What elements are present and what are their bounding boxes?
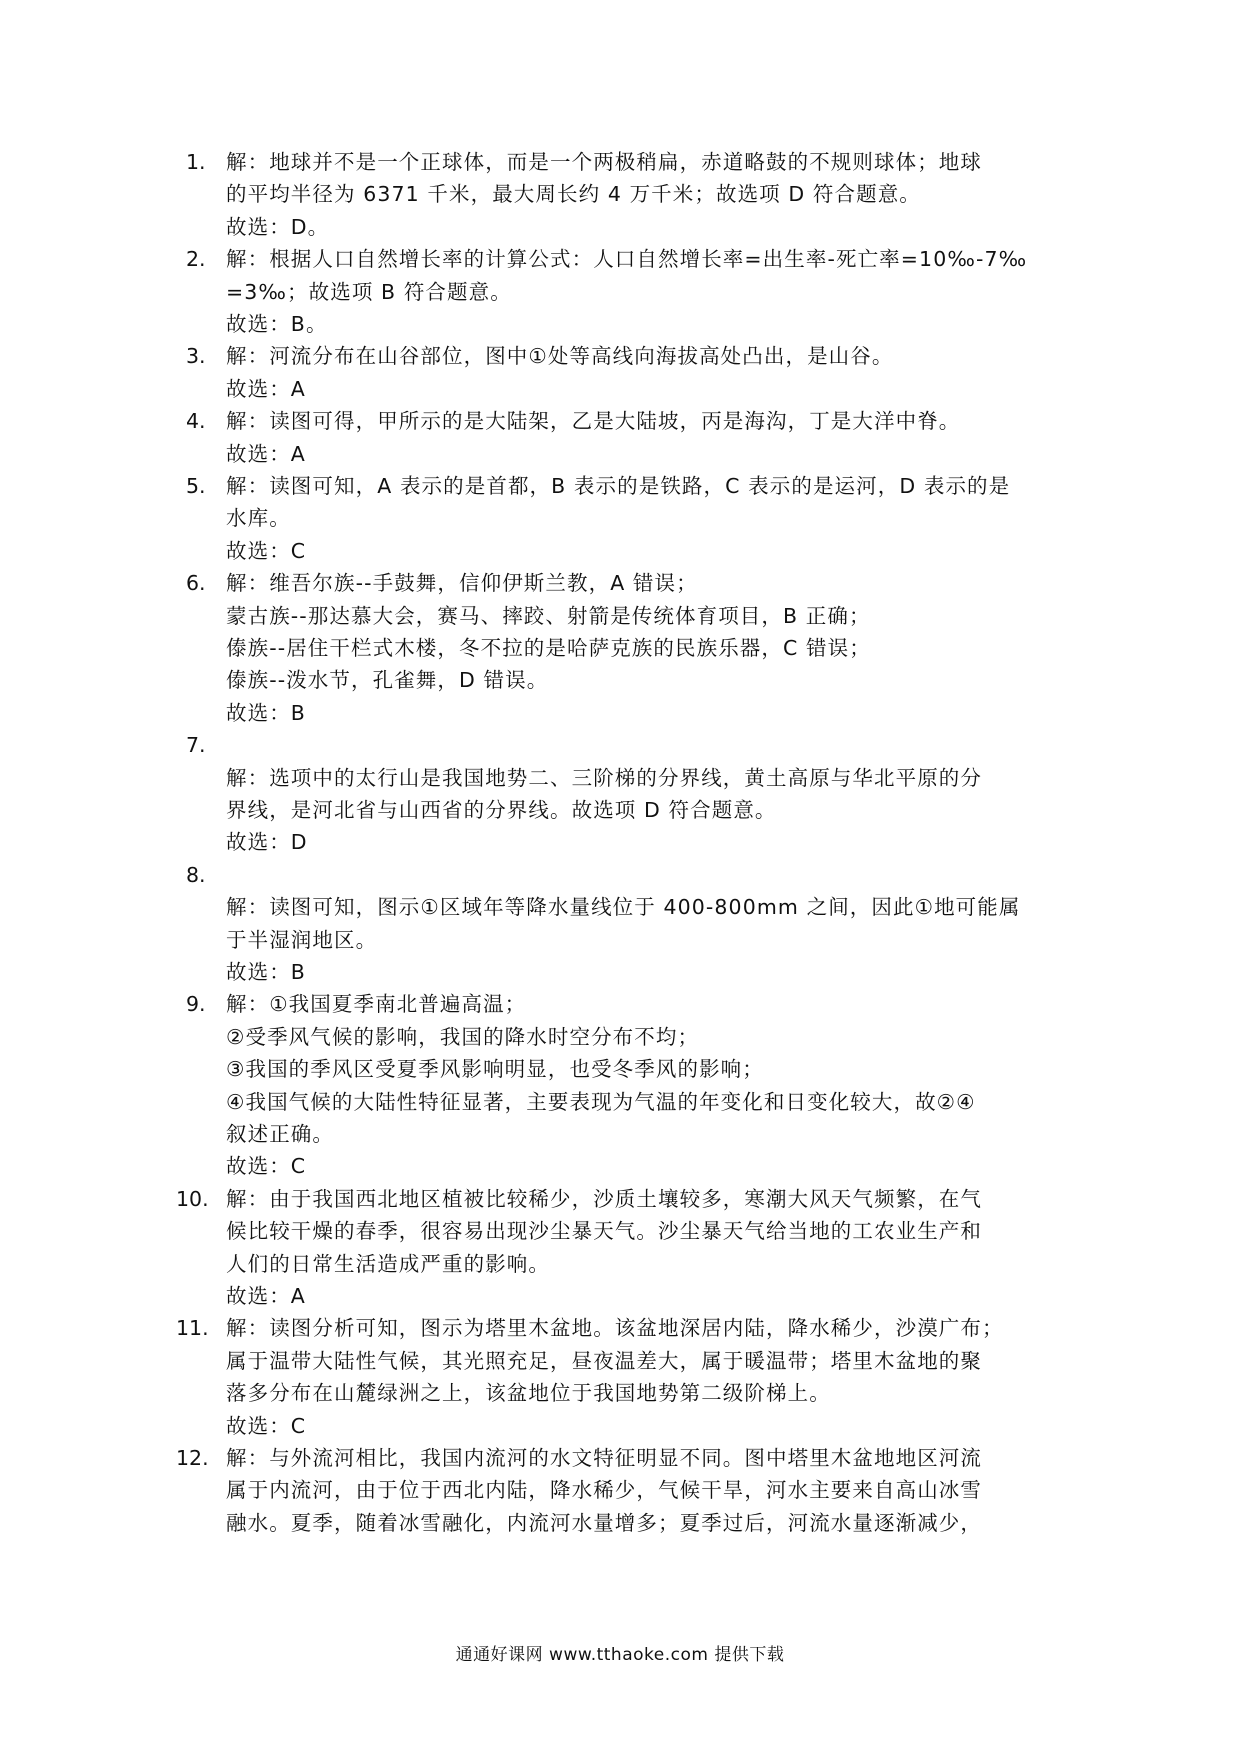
answer-choice: 故选：C xyxy=(226,538,307,563)
question-number: 1. xyxy=(186,150,206,174)
question-number: 3. xyxy=(186,344,206,369)
solution-line: 属于温带大陆性气候，其光照充足，昼夜温差大，属于暖温带；塔里木盆地的聚 xyxy=(226,1348,982,1373)
question-number: 4. xyxy=(186,409,206,434)
solution-line: 傣族--泼水节，孔雀舞，D 错误。 xyxy=(226,668,549,693)
answer-choice: 故选：D xyxy=(226,830,308,855)
solution-line: ②受季风气候的影响，我国的降水时空分布不均； xyxy=(226,1024,700,1049)
question-number: 2. xyxy=(186,247,206,272)
solution-line: 解：河流分布在山谷部位，图中①处等高线向海拔高处凸出，是山谷。 xyxy=(226,344,894,369)
solution-line: 解：与外流河相比，我国内流河的水文特征明显不同。图中塔里木盆地地区河流 xyxy=(226,1446,982,1470)
answer-choice: 故选：C xyxy=(226,1154,307,1179)
question-number: 12. xyxy=(176,1446,209,1470)
answer-choice: 故选：B xyxy=(226,960,306,984)
answer-choice: 故选：D。 xyxy=(226,214,330,239)
solution-line: 属于内流河，由于位于西北内陆，降水稀少，气候干旱，河水主要来自高山冰雪 xyxy=(226,1478,982,1503)
solution-line: 解：①我国夏季南北普遍高温； xyxy=(226,992,527,1017)
answer-choice: 故选：A xyxy=(226,376,306,401)
question-number: 6. xyxy=(186,571,206,596)
solution-line: 蒙古族--那达慕大会，赛马、摔跤、射箭是传统体育项目，B 正确； xyxy=(226,603,871,628)
solution-line: 的平均半径为 6371 千米，最大周长约 4 万千米；故选项 D 符合题意。 xyxy=(226,182,921,207)
solution-line: 解：维吾尔族--手鼓舞，信仰伊斯兰教，A 错误； xyxy=(226,571,698,596)
answer-choice: 故选：B xyxy=(226,700,306,725)
solution-line: 傣族--居住干栏式木楼，冬不拉的是哈萨克族的民族乐器，C 错误； xyxy=(226,636,871,660)
question-number: 8. xyxy=(186,862,206,887)
question-number: 11. xyxy=(176,1316,209,1341)
answer-choice: 故选：C xyxy=(226,1413,307,1438)
solution-line: 解：读图可知，图示①区域年等降水量线位于 400-800mm 之间，因此①地可能属 xyxy=(226,895,1021,920)
solution-line: 解：读图可知，A 表示的是首都，B 表示的是铁路，C 表示的是运河，D 表示的是 xyxy=(226,474,1011,498)
solution-line: ③我国的季风区受夏季风影响明显，也受冬季风的影响； xyxy=(226,1057,764,1082)
solution-line: 解：读图可得，甲所示的是大陆架，乙是大陆坡，丙是海沟，丁是大洋中脊。 xyxy=(226,409,961,434)
question-number: 7. xyxy=(186,733,206,758)
solution-line: 叙述正确。 xyxy=(226,1122,334,1146)
solution-line: 落多分布在山麓绿洲之上，该盆地位于我国地势第二级阶梯上。 xyxy=(226,1381,831,1406)
question-number: 9. xyxy=(186,992,206,1017)
solution-line: 界线，是河北省与山西省的分界线。故选项 D 符合题意。 xyxy=(226,798,777,822)
answer-choice: 故选：B。 xyxy=(226,312,328,336)
question-number: 10. xyxy=(176,1186,209,1211)
solution-line: 解：由于我国西北地区植被比较稀少，沙质土壤较多，寒潮大风天气频繁，在气 xyxy=(226,1186,982,1211)
solution-line: ④我国气候的大陆性特征显著，主要表现为气温的年变化和日变化较大，故②④ xyxy=(226,1089,976,1114)
solution-line: 解：地球并不是一个正球体，而是一个两极稍扁，赤道略鼓的不规则球体；地球 xyxy=(226,150,982,174)
solution-line: 人们的日常生活造成严重的影响。 xyxy=(226,1251,550,1276)
answer-choice: 故选：A xyxy=(226,1284,306,1308)
solution-line: 于半湿润地区。 xyxy=(226,927,378,952)
page-footer: 通通好课网 www.tthaoke.com 提供下载 xyxy=(455,1645,785,1665)
solution-line: 融水。夏季，随着冰雪融化，内流河水量增多；夏季过后，河流水量逐渐减少， xyxy=(226,1510,982,1535)
solution-line: 解：选项中的太行山是我国地势二、三阶梯的分界线，黄土高原与华北平原的分 xyxy=(226,765,982,790)
question-number: 5. xyxy=(186,474,206,498)
solution-line: 水库。 xyxy=(226,506,291,531)
solution-line: 解：根据人口自然增长率的计算公式：人口自然增长率=出生率-死亡率=10‰-7‰ xyxy=(226,247,1028,272)
answer-choice: 故选：A xyxy=(226,441,306,466)
solution-line: 候比较干燥的春季，很容易出现沙尘暴天气。沙尘暴天气给当地的工农业生产和 xyxy=(226,1219,982,1244)
solution-line: =3‰；故选项 B 符合题意。 xyxy=(226,279,512,304)
solution-line: 解：读图分析可知，图示为塔里木盆地。该盆地深居内陆，降水稀少，沙漠广布； xyxy=(226,1316,1004,1341)
